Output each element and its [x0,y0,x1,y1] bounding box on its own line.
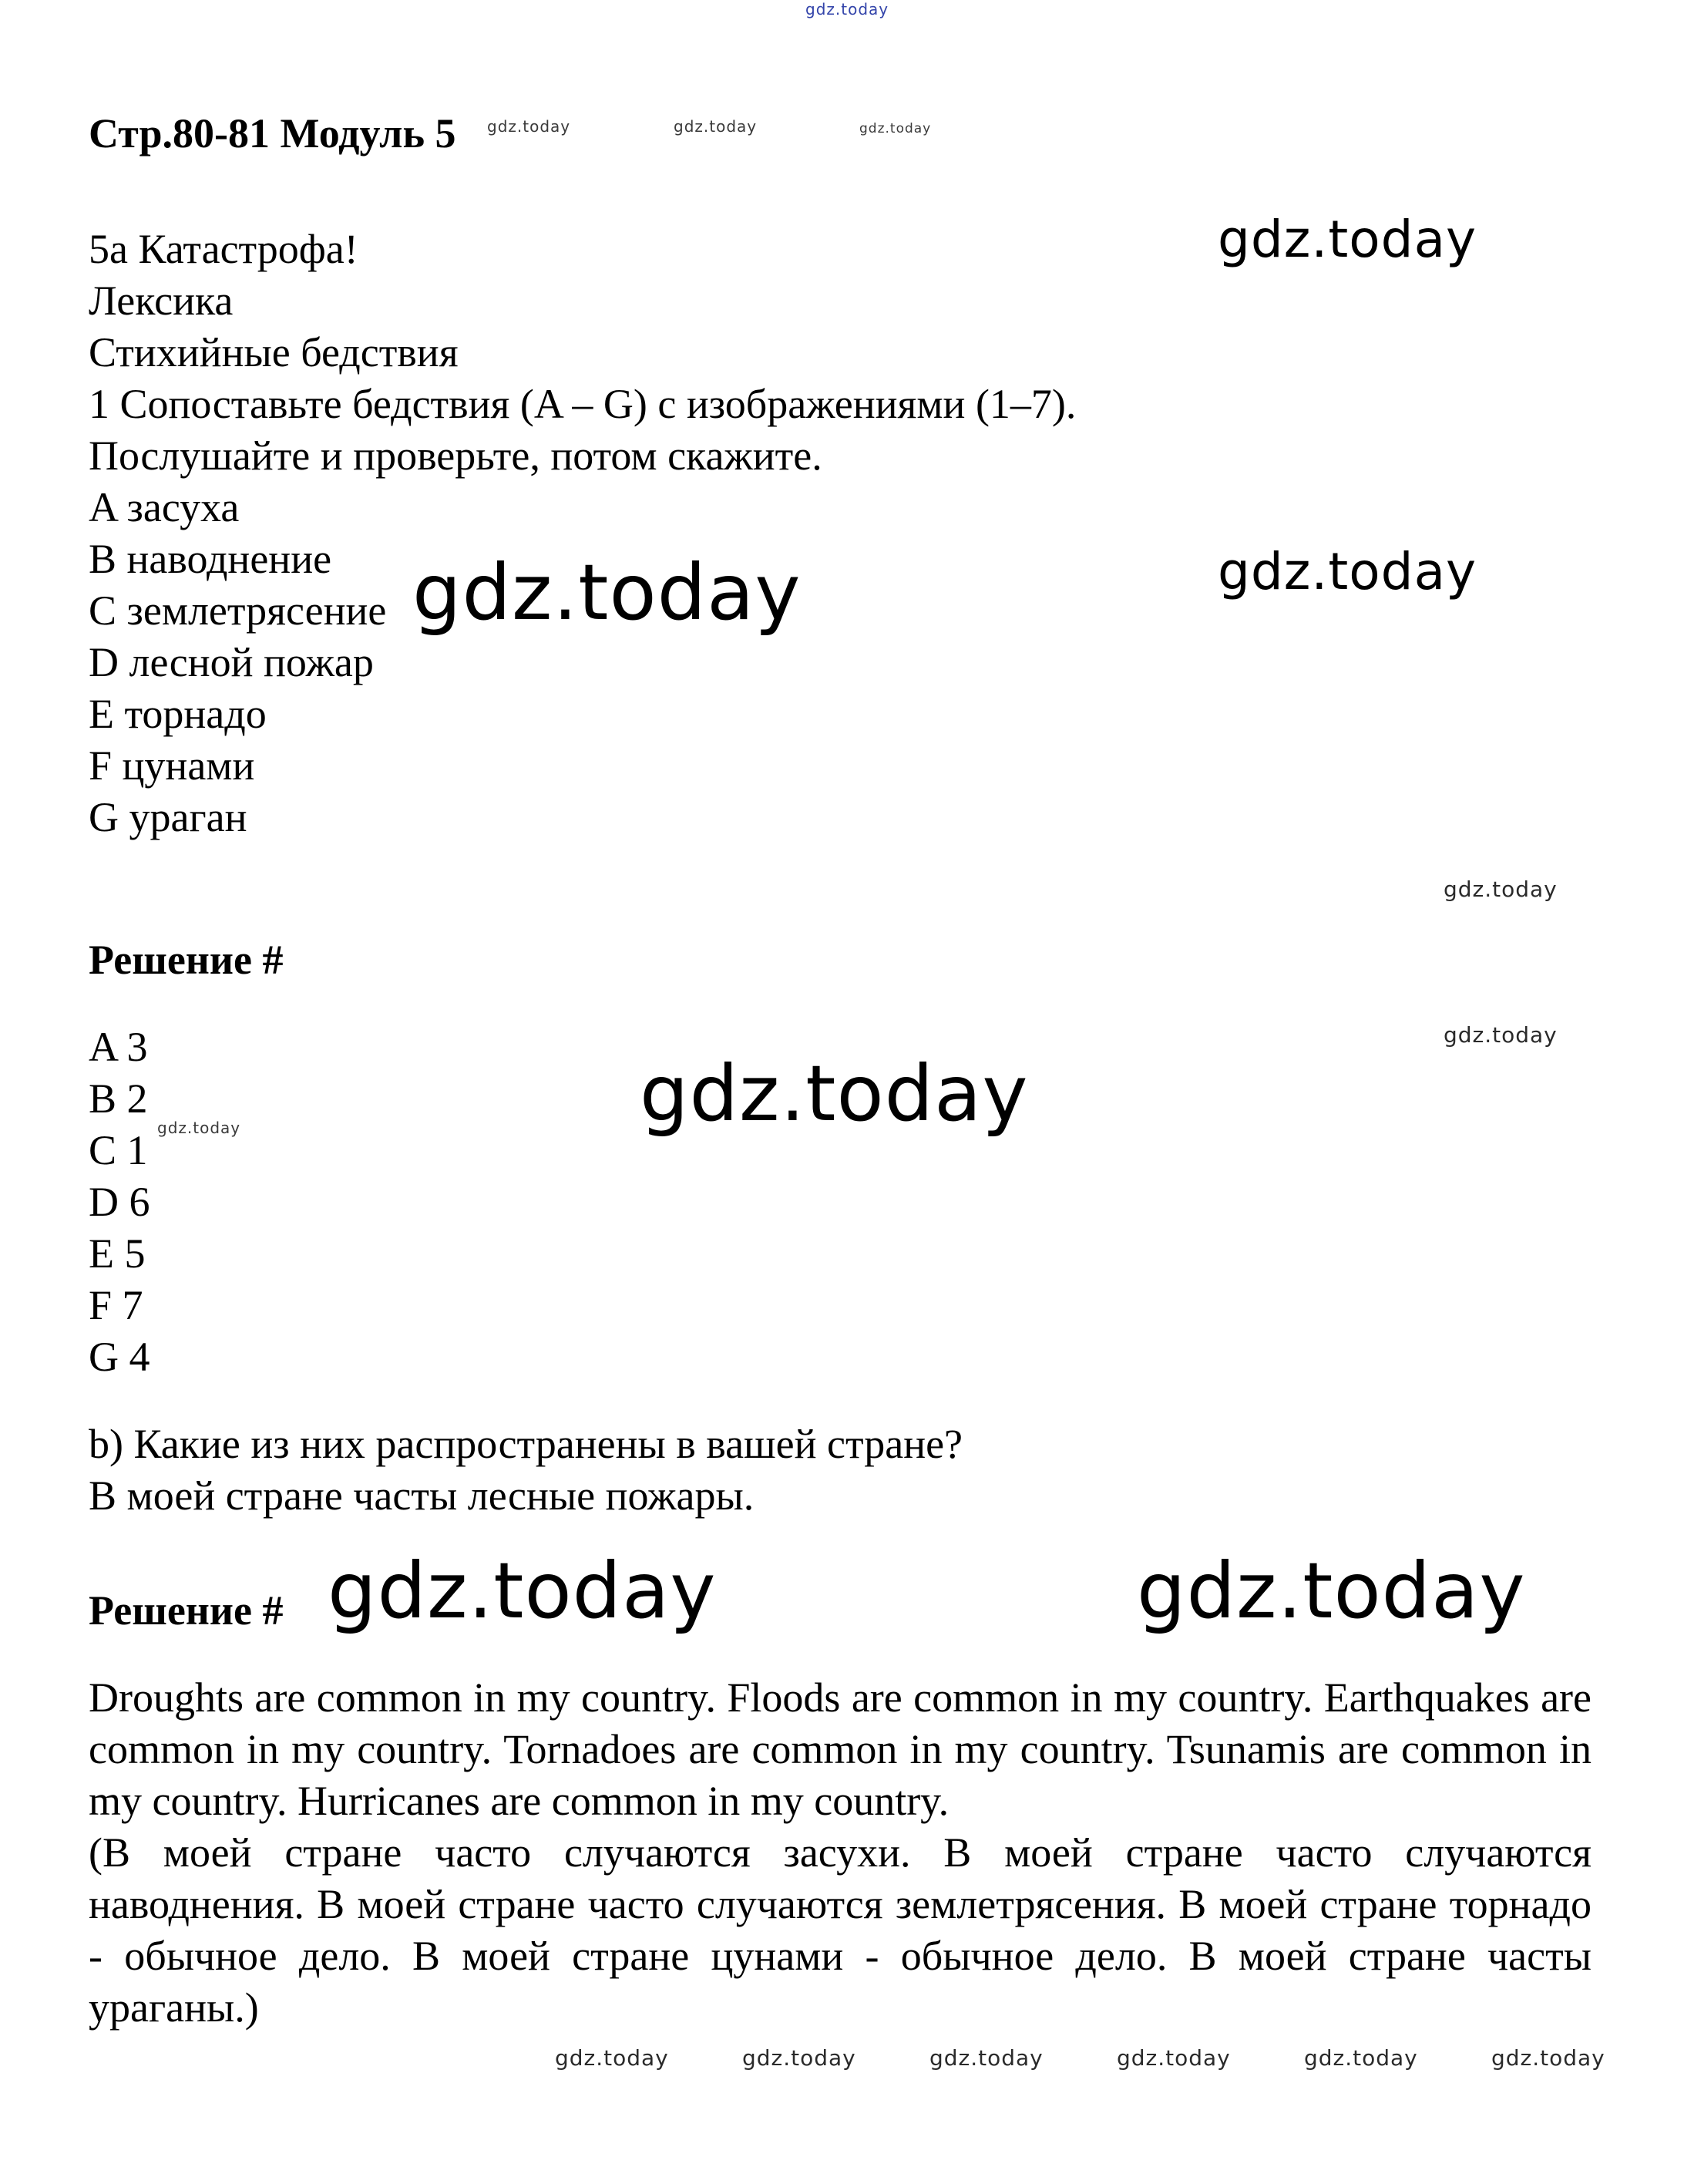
watermark-right-2: gdz.today [1218,542,1477,601]
solution-english-text: Droughts are common in my country. Floods are common in my country. Earthquakes are common in my country. Tornadoes are common in my country. Tsunamis are common in my country. Hurricanes are common in my country. [89,1674,1592,1824]
watermark-center-2: gdz.today [640,1048,1029,1139]
answer-c: C 1 [89,1127,148,1173]
watermark-footer-3: gdz.today [929,2045,1044,2071]
page-title: Стр.80-81 Модуль 5 [89,110,456,156]
task-option-e: E торнадо [89,691,267,737]
solution-russian-text: (В моей стране часто случаются засухи. В моей стране часто случаются наводнения. В моей стране часто случаются землетрясения. В моей стране торнадо - обычное дело. В моей стране цунами - обычное дело. В моей стране часты ураганы.) [89,1829,1592,2031]
task-topic: Стихийные бедствия [89,329,459,375]
answer-b: B 2 [89,1075,148,1122]
watermark-bottom-left: gdz.today [328,1546,717,1636]
watermark-center-1: gdz.today [412,547,802,638]
watermark-footer-2: gdz.today [742,2045,856,2071]
watermark-footer-5: gdz.today [1304,2045,1418,2071]
answer-e: E 5 [89,1230,146,1277]
solution-heading-2: Решение # [89,1587,284,1634]
answer-d: D 6 [89,1179,150,1225]
task-instruction: 1 Сопоставьте бедствия (A – G) с изображениями (1–7). [89,381,1077,427]
task-section: Лексика [89,278,234,324]
answer-a: A 3 [89,1024,148,1070]
watermark-title-2: gdz.today [674,117,758,136]
watermark-right-1: gdz.today [1218,210,1477,269]
task-option-c: C землетрясение [89,587,387,634]
task-instruction-2: Послушайте и проверьте, потом скажите. [89,432,822,479]
task-b-question: b) Какие из них распространены в вашей стране? [89,1421,963,1467]
task-heading: 5a Катастрофа! [89,226,358,272]
watermark-footer-4: gdz.today [1117,2045,1231,2071]
task-option-b: B наводнение [89,536,332,582]
task-option-g: G ураган [89,794,247,840]
answer-g: G 4 [89,1334,150,1380]
watermark-bottom-right: gdz.today [1137,1546,1526,1636]
watermark-right-4: gdz.today [1444,1022,1558,1048]
task-option-d: D лесной пожар [89,639,374,685]
watermark-title-1: gdz.today [487,117,571,136]
task-b-example: В моей стране часты лесные пожары. [89,1472,755,1519]
watermark-title-3: gdz.today [859,121,932,136]
watermark-top: gdz.today [805,0,889,19]
watermark-small-answers: gdz.today [157,1119,241,1137]
solution-heading-1: Решение # [89,937,284,983]
watermark-right-3: gdz.today [1444,877,1558,902]
task-option-a: A засуха [89,484,240,530]
watermark-footer-6: gdz.today [1491,2045,1605,2071]
answer-f: F 7 [89,1282,143,1328]
task-option-f: F цунами [89,742,255,789]
watermark-footer-1: gdz.today [555,2045,669,2071]
